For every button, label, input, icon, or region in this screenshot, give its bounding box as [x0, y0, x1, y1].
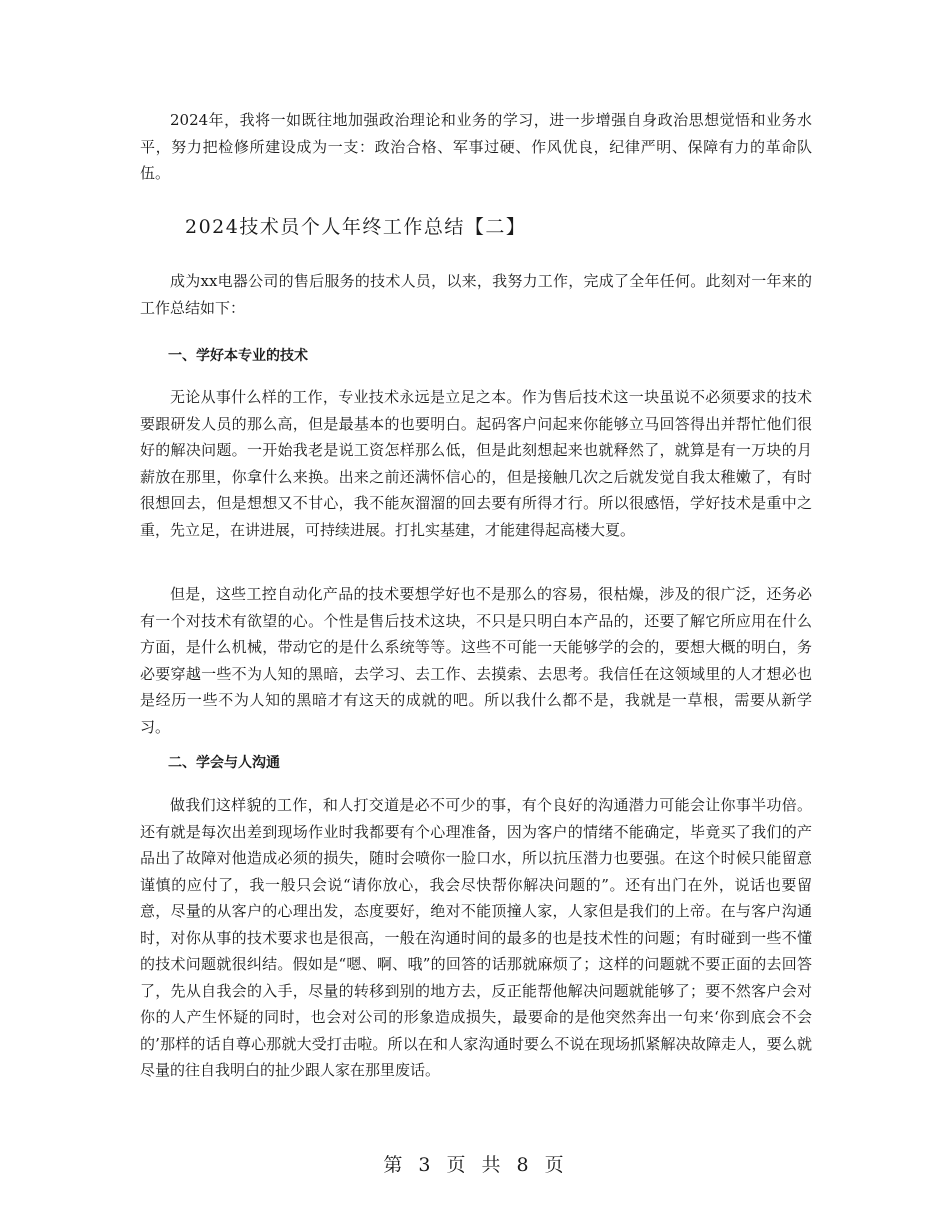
body-paragraph: 但是，这些工控自动化产品的技术要想学好也不是那么的容易，很枯燥，涉及的很广泛，还务必有一个对技术有欲望的心。个性是售后技术这块，不只是只明白本产品的，还要了解它所应用在什么方面，是什么机械，带动它的是什么系统等等。这些不可能一天能够学的会的，要想大概的明白，务必要穿越一些不为人知的黑暗，去学习、去工作、去摸索、去思考。我信任在这领域里的人才想必也是经历一些不为人知的黑暗才有这天的成就的吧。所以我什么都不是，我就是一草根，需要从新学习。 [140, 585, 812, 736]
section-heading: 二、学会与人沟通 [168, 755, 280, 771]
intro-paragraph: 2024年，我将一如既往地加强政治理论和业务的学习，进一步增强自身政治思想觉悟和业务水平，努力把检修所建设成为一支：政治合格、军事过硬、作风优良，纪律严明、保障有力的革命队伍。 [140, 111, 812, 182]
section-heading: 一、学好本专业的技术 [168, 348, 308, 364]
page-footer: 第 3 页 共 8 页 [383, 1154, 567, 1176]
opening-paragraph: 成为xx电器公司的售后服务的技术人员，以来，我努力工作，完成了全年任何。此刻对一年来的工作总结如下： [140, 272, 812, 317]
document-title: 2024技术员个人年终工作总结【二】 [185, 216, 527, 238]
body-paragraph: 做我们这样貌的工作，和人打交道是必不可少的事，有个良好的沟通潜力可能会让你事半功倍。还有就是每次出差到现场作业时我都要有个心理准备，因为客户的情绪不能确定，毕竟买了我们的产品出了故障对他造成必须的损失，随时会喷你一脸口水，所以抗压潜力也要强。在这个时候只能留意谨慎的应付了，我一般只会说“请你放心，我会尽快帮你解决问题的”。还有出门在外，说话也要留意，尽量的从客户的心理出发，态度要好，绝对不能顶撞人家，人家但是我们的上帝。在与客户沟通时，对你从事的技术要求也是很高，一般在沟通时间的最多的也是技术性的问题；有时碰到一些不懂的技术问题就很纠结。假如是“嗯、啊、哦”的回答的话那就麻烦了；这样的问题就不要正面的去回答了，先从自我会的入手，尽量的转移到别的地方去，反正能帮他解决问题就能够了；要不然客户会对你的人产生怀疑的同时，也会对公司的形象造成损失，最要命的是他突然奔出一句来‘你到底会不会的’那样的话自尊心那就大受打击啦。所以在和人家沟通时要么不说在现场抓紧解决故障走人，要么就尽量的往自我明白的扯少跟人家在那里废话。 [140, 796, 812, 1079]
body-paragraph: 无论从事什么样的工作，专业技术永远是立足之本。作为售后技术这一块虽说不必须要求的技术要跟研发人员的那么高，但是最基本的也要明白。起码客户问起来你能够立马回答得出并帮忙他们很好的解决问题。一开始我老是说工资怎样那么低，但是此刻想起来也就释然了，就算是有一万块的月薪放在那里，你拿什么来换。出来之前还满怀信心的，但是接触几次之后就发觉自我太稚嫩了，有时很想回去，但是想想又不甘心，我不能灰溜溜的回去要有所得才行。所以很感悟，学好技术是重中之重，先立足，在讲进展，可持续进展。打扎实基建，才能建得起高楼大夏。 [140, 388, 812, 539]
